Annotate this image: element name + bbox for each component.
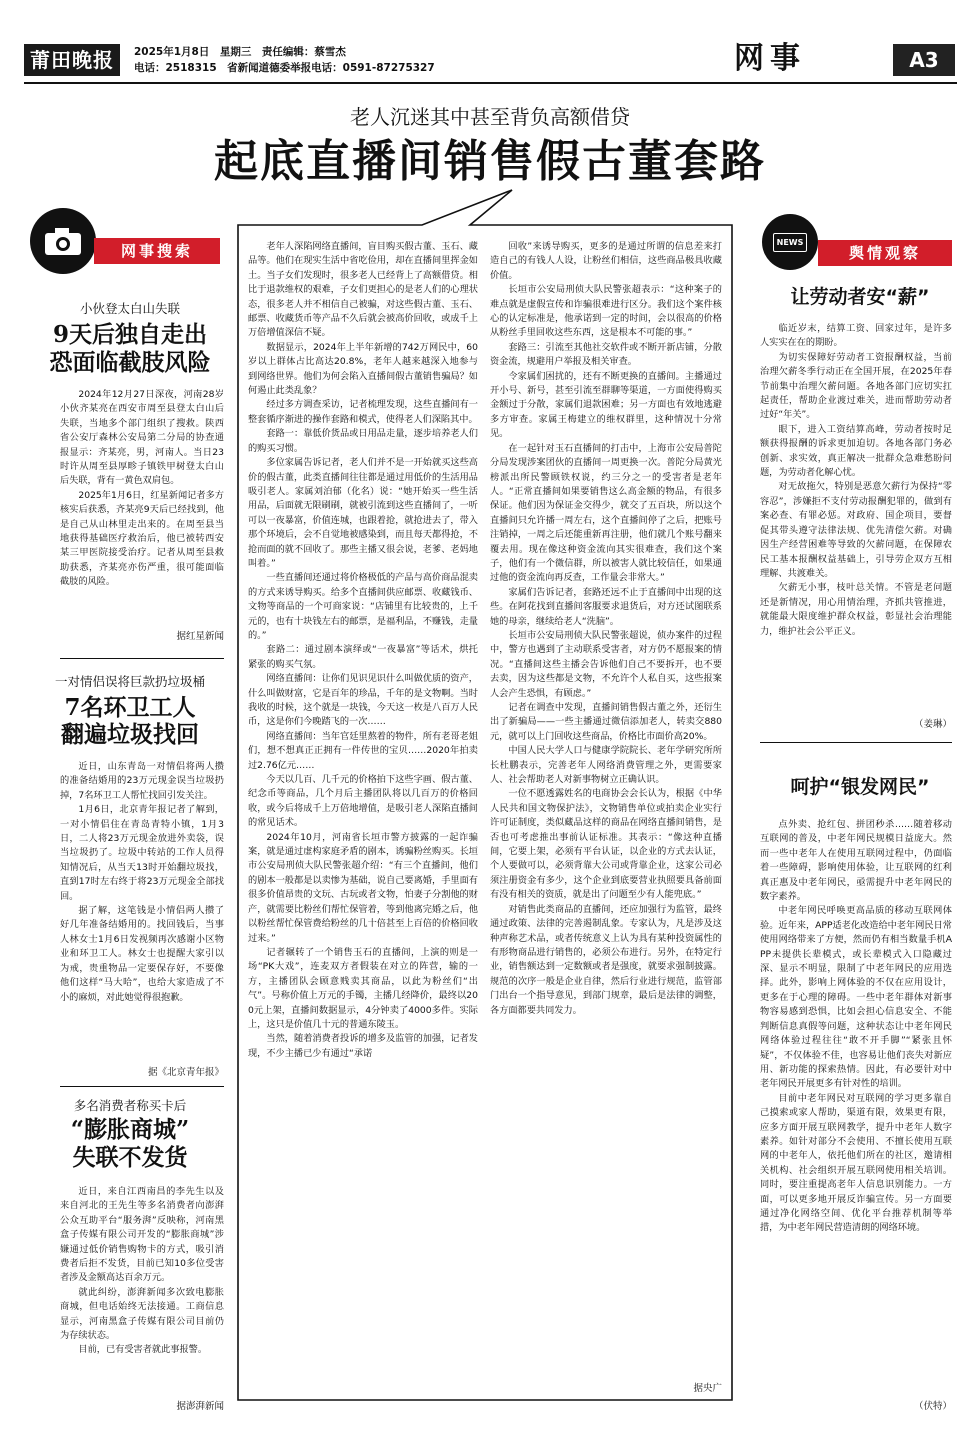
paragraph: 套路三：引流至其他社交软件或不断开新店铺，分散资金流，规避用户举报及相关审查。 xyxy=(490,341,722,368)
paragraph: 中老年网民呼唤更高品质的移动互联网体验。近年来，APP适老化改造给中老年网民日常使用网络带来了方便，然而仍有相当数量手机APP未提供长辈模式，或长辈模式入口隐藏过深、显示不明显，限制了中老年网民的应用选择。此外，影响上网体验的不仅在应用设计，更多在于心理的障碍。一些中老年群体对新事物容易感到恐惧，比如会担心信息安全、不能判断信息真假等问题，这种状态让中老年网民网络体验过程往往“敢不开手脚”“紧张且怀疑”，不仅体验不佳，也容易让他们丧失对新应用、新功能的探索热情。因此，有必要针对中老年网民开展更多有针对性的培训。 xyxy=(760,905,952,1090)
main-story-column-2 xyxy=(490,240,722,1400)
story1-title-line1: 9天后独自走出 xyxy=(52,321,207,348)
paragraph: 2024年12月27日深夜，河南28岁小伙齐某亮在西安市周至县登太白山后失联，当地多个部门组织了搜救。陕西省公安厅森林公安局第二分局的协查通报显示：齐某亮，男，河南人。当日23时许从周至县厚畛子镇铁甲树登太白山后失联，背有一黄色双肩包。 xyxy=(60,389,224,487)
divider xyxy=(60,658,224,659)
paragraph: 对无故拖欠，特别是恶意欠薪行为保持“零容忍”，涉嫌拒不支付劳动报酬犯罪的，做到有案必查、有罪必惩。对政府、国企项目，要督促其带头遵守法律法规、优先清偿欠薪。对确因生产经营困难等导致的欠薪问题，在保障农民工基本报酬权益基础上，引导劳企双方互相理解、共渡难关。 xyxy=(760,481,952,579)
story3-title-line2: 失联不发货 xyxy=(72,1144,188,1171)
paragraph: 中国人民大学人口与健康学院院长、老年学研究所所长杜鹏表示，完善老年人网络消费管理之外，更需要家人、社会帮助老人对新事物树立正确认识。 xyxy=(490,745,722,786)
story2-body xyxy=(60,760,224,1072)
divider xyxy=(60,1086,224,1087)
paragraph: 家属们告诉记者，套路还远不止于直播间中出现的这些。在阿花找到直播间客服要求退货后，对方还试图联系她的母亲，继续给老人“洗脑”。 xyxy=(490,586,722,627)
camera-icon xyxy=(30,208,96,274)
main-subtitle: 老人沉迷其中甚至背负高额借贷 xyxy=(350,105,630,129)
page-number: A3 xyxy=(893,44,955,76)
date-editor-line: 2025年1月8日 星期三 责任编辑：蔡雪杰 xyxy=(134,46,346,58)
opinion2-title: 呵护“银发网民” xyxy=(790,776,930,798)
paragraph: 为切实保障好劳动者工资报酬权益，当前治理欠薪冬季行动正在全国开展，在2025年春节前集中治理欠薪问题。各地各部门应切实扛起责任，帮助企业渡过难关，进而帮助劳动者过好“年关”。 xyxy=(760,351,952,421)
opinion2-source: （伏特） xyxy=(913,1401,952,1412)
paragraph: 数据显示，2024年上半年新增的742万网民中，60岁以上群体占比高达20.8%，老年人越来越深入地参与到网络世界。他们为何会陷入直播间假古董销售骗局？如何遏止此类乱象？ xyxy=(248,341,478,397)
paragraph: 一位不愿透露姓名的电商协会会长认为，根据《中华人民共和国文物保护法》，文物销售单位或拍卖企业实行许可证制度，类似藏品这样的商品在网络直播间销售，是否也可考虑推出事前认证标准。其表示：“像这种直播间，它要上架，必须有平台认证，以企业的方式去认证，个人要做可以，必须背靠大公司或背靠企业，这家公司必须注册资金有多少，这个企业到底要营业执照要具备前面有没有相关的资质，就是出了问题至少有人能兜底。” xyxy=(490,788,722,901)
section-label-opinion: 舆情观察 xyxy=(818,240,952,266)
story2-title-line1: 7名环卫工人 xyxy=(64,694,196,721)
main-story-column-1 xyxy=(248,240,478,1400)
opinion1-title: 让劳动者安“薪” xyxy=(790,286,930,308)
opinion2-body xyxy=(760,818,952,1403)
paragraph: 2025年1月6日，红星新闻记者多方核实后获悉，齐某亮9天后已经找到，他是自己从山林里走出来的。在周至县当地获得基础医疗救治后，他已被转西安某三甲医院接受治疗。记者从周至县救助获悉，齐某亮亦伤严重，很可能面临截肢的风险。 xyxy=(60,489,224,588)
paragraph: 当然，随着消费者投诉的增多及监管的加强，记者发现，不少主播已少有通过“承诺 xyxy=(248,1033,478,1059)
news-icon xyxy=(762,214,818,270)
paragraph: 就此纠纷，澎湃新闻多次致电膨胀商城，但电话始终无法接通。工商信息显示，河南黑盒子传媒有限公司目前仍为存续状态。 xyxy=(60,1286,224,1342)
paragraph: 2024年10月，河南省长垣市警方披露的一起诈骗案，就是通过虚构家庭矛盾的剧本，诱骗粉丝购买。长垣市公安局刑侦大队民警张超介绍：“有三个直播间，他们的剧本一般都是以卖惨为基础，说自己要离婚，手里面有很多价值昂贵的文玩、古玩或者文物，怕妻子分割他的财产，就需要比粉丝们帮忙保管着，等到他离完婚之后，他以粉丝帮忙保管费给粉丝的几十倍甚至上百倍的价格回收过来。” xyxy=(248,831,478,944)
paragraph: 临近岁末，结算工资、回家过年，是许多人实实在在的期盼。 xyxy=(760,323,952,349)
paragraph: 据了解，这笔钱是小情侣两人攒了好几年准备结婚用的。找回钱后，当事人林女士1月6日发视频再次感谢小区物业和环卫工人。林女士也提醒大家引以为戒，贵重物品一定要保存好，不要像他们这样“马大哈”，也给大家造成了不小的麻烦，对此她觉得很抱歉。 xyxy=(60,905,224,1003)
main-story-source: 据央广 xyxy=(693,1383,722,1394)
paragraph: 近日，来自江西南昌的李先生以及来自河北的王先生等多名消费者向澎湃公众互助平台“服务湃”反映称，河南黑盒子传媒有限公司开发的“膨胀商城”涉嫌通过低价销售购物卡的方式，吸引消费者后拒不发货，目前已知10多位受害者涉及金额高达百余万元。 xyxy=(60,1186,224,1284)
paragraph: 欠薪无小事，枝叶总关情。不管是老问题还是新情况，用心用情治理，齐抓共管推进，就能最大限度维护群众权益，彰显社会治理能力，维护社会公平正义。 xyxy=(760,582,952,637)
story1-title-line2: 恐面临截肢风险 xyxy=(49,349,211,376)
paragraph: 今天以几百、几千元的价格拍下这些字画、假古董、纪念币等商品，几个月后主播团队将以几百万的价格回收，或今后将成千上万倍地增值，是吸引老人深陷直播间的常见话术。 xyxy=(248,774,478,829)
story1-pretitle: 小伙登太白山失联 xyxy=(79,301,180,316)
paragraph: 网络直播间：当年官廷里熬着的物件，所有老哥老姐们，想不想真正正拥有一件传世的宝贝……2020年拍卖过2.76亿元…… xyxy=(248,730,478,771)
divider xyxy=(760,742,952,743)
story1-body xyxy=(60,388,224,638)
opinion1-body xyxy=(760,322,952,732)
paragraph: 目前，已有受害者就此事报警。 xyxy=(78,1344,208,1356)
paragraph: 套路二：通过剧本演绎或“一夜暴富”等话术，烘托紧张的购买气氛。 xyxy=(248,644,478,670)
story3-source: 据澎湃新闻 xyxy=(176,1401,224,1412)
paragraph: 记者辗转了一个销售玉石的直播间，上演的则是一场“PK大戏”，连麦双方者假装在对立的阵营，输的一方，主播团队会顾意贱卖其商品，以此为粉丝们“出气”。号称价值上万元的手镯，主播几经降价，最终以200元上架，直播间数据显示，4分钟卖了4000多件。实际上，这只是价值几十元的普通东陵玉。 xyxy=(248,946,478,1030)
paragraph: 令家属们困扰的，还有不断更换的直播间。主播通过开小号、新号，甚至引流至群聊等渠道，一方面使得购买金额过于分散，家属们退款困难；另一方面也有效地逃避多方审查。家属王梅建立的维权群里，这种情况十分常见。 xyxy=(490,370,722,440)
story3-body xyxy=(60,1185,224,1405)
paragraph: 目前中老年网民对互联网的学习更多靠自己摸索或家人帮助，渠道有限，效果更有限，应多方面开展互联网教学，提升中老年人数字素养。如针对部分不会使用、不擅长使用互联网的中老年人，依托他们所在的社区，邀请相关机构、社会组织开展互联网使用相关培训。同时，要注重提高老年人信息识别能力。一方面，可以更多地开展反诈骗宣传。另一方面要通过净化网络空间、优化平台推荐机制等举措，为中老年网民营造清朗的网络环境。 xyxy=(760,1092,952,1234)
newspaper-logo: 莆田晚报 xyxy=(24,44,120,76)
paragraph: 回收”来诱导购买，更多的是通过所谓的信息差来打造自己的有钱人人设，让粉丝们相信，这些商品极具收藏价值。 xyxy=(490,241,722,281)
paragraph: 套路一：靠低价货品或日用品走量，逐步培养老人们的购买习惯。 xyxy=(248,428,478,454)
main-title: 起底直播间销售假古董套路 xyxy=(214,136,766,187)
story2-title-line2: 翻遍垃圾找回 xyxy=(61,721,199,748)
section-label-search: 网事搜索 xyxy=(94,238,220,264)
news-icon-label: NEWS xyxy=(773,233,808,252)
paragraph: 对销售此类商品的直播间，还应加强行为监管，最终通过政策、法律的完善遏制乱象。专家认为，凡是涉及这种声称艺术品，或者传统意义上认为具有某种投资属性的有形物商品进行销售的，必须公布进行。另外，在特定行业，销售额达到一定数额或者是强度，就要求强制披露。规范的次序一般是企业自律，然后行业进行规范，监管部门出台一个指导意见，到部门规章，最后是法律的调整，各方面都要共同发力。 xyxy=(490,903,722,1016)
story2-pretitle: 一对情侣误将巨款扔垃圾桶 xyxy=(54,674,205,689)
phone-line: 电话：2518315 省新闻道德委举报电话：0591-87275327 xyxy=(134,62,435,74)
opinion1-source: （姜琳） xyxy=(913,719,952,730)
paragraph: 一些直播间还通过将价格极低的产品与高价商品混卖的方式来诱导购买。给多个直播间供应邮票、收藏钱币、文物等商品的一个可商家说：“店铺里有比较贵的，上千元的，也有十块钱左右的邮票，是福利品，不赚钱，走量的。” xyxy=(248,572,478,641)
paragraph: 长垣市公安局刑侦大队民警张超表示：“这种案子的难点就是虚假宣传和诈骗很难进行区分。我们这个案件核心的认定标准是，他承诺到一定的时间，会以很高的价格从粉丝手里回收这些东西，这是根本不可能的事。” xyxy=(490,284,722,339)
story3-title-line1: “膨胀商城” xyxy=(70,1116,190,1143)
paragraph: 长垣市公安局刑侦大队民警张超说，侦办案件的过程中，警方也遇到了主动联系受害者，对方仍不愿报案的情况。“直播间这些主播会告诉他们自己不要拆开，也不要去卖，因为这些都是文物，不允许个人私自买，这些报案人会产生恐惧，有顾虑。” xyxy=(490,629,722,699)
paragraph: 在一起针对玉石直播间的打击中，上海市公安局普陀分局发现涉案团伙的直播间一周更换一次。普陀分局黄光榜派出所民警顾铁权说，约三分之一的受害者是老年人。“正常直播间如果要销售这么高金额的物品，有很多保证。他们因为保证金交得少，就交了五百块，所以这个直播间只允许播一周左右，这个直播间停了之后，把账号注销掉，一周之后还能重新再注册，他们就几个账号翻来覆去用。现在像这种资金流向其实很难查，我们这个案子，他们有一个微信群，所以被害人就比较信任，如果通过他的资金流向再反查，工作量会非常大。” xyxy=(490,442,722,584)
section-title: 网事 xyxy=(734,41,806,76)
paragraph: 经过多方调查采访，记者梳理发现，这些直播间有一整套循序渐进的操作套路和模式，使得老人们深陷其中。 xyxy=(248,399,478,425)
paragraph: 老年人深陷网络直播间，盲目购买假古董、玉石、藏品等。他们在现实生活中省吃俭用，却在直播间里挥金如土。当子女们发现时，很多老人已经背上了高额借贷。相比于退款维权的艰难，子女们更担心的是老人们的心理状态，很多老人并不相信自己被骗，对这些假古董、玉石、邮票、收藏货币等产品不久后就会被高价回收，或成千上万倍增值深信不疑。 xyxy=(248,241,478,339)
paragraph: 记者在调查中发现，直播间销售假古董之外，还衍生出了新骗局——一些主播通过微信添加老人，转卖交880元，就可以上门回收这些商品，价格比市面价高20%。 xyxy=(490,702,722,742)
paragraph: 1月6日，北京青年报记者了解到，一对小情侣住在青岛青特小镇，1月3日，二人将23万元现金放进外卖袋，误当垃圾扔了。垃圾中转站的工作人员得知情况后，从当天13时开始翻垃圾找，直到17时左右终于将23万元现金全部找回。 xyxy=(60,804,224,902)
paragraph: 眼下，进入工资结算高峰，劳动者按时足额获得报酬的诉求更加迫切。各地各部门务必创新、求实效，真正解决一批群众急难愁盼问题，为劳动者化解心忧。 xyxy=(760,423,952,479)
paragraph: 近日，山东青岛一对情侣将两人攒的准备结婚用的23万元现金误当垃圾扔掉，7名环卫工人帮忙找回引发关注。 xyxy=(60,761,224,801)
paragraph: 网络直播间：让你们见识见识什么叫做优质的资产，什么叫做财富，它是百年的珍品，千年的是文物啊。当时我收的时候，这个就是一块钱，今天这一枚是八百万人民币，这是你们今晚踏飞的一次…… xyxy=(248,673,478,728)
paragraph: 点外卖、抢红包、拼团秒杀……随着移动互联网的普及，中老年网民规模日益庞大。然而一些中老年人在使用互联网过程中，仍面临着一些障碍，影响使用体验，让互联网的红利真正惠及中老年网民，亟需提升中老年网民的数字素养。 xyxy=(760,819,952,903)
story1-source: 据红星新闻 xyxy=(176,631,224,642)
story2-source: 据《北京青年报》 xyxy=(147,1067,224,1078)
paragraph: 多位家属告诉记者，老人们并不是一开始就买这些高价的假古董，此类直播间往往都是通过用低价的生活用品吸引老人。家属刘泊郁（化名）说：“她开始买一些生活用品，后面就无限刷刷，就被引流到这些直播间了，一听可以一夜暴富，价值连城，也跟着抢，就抢进去了，带入那个环境后，会不自觉地被感染到，而且每天都得抢，不抢而面的就不回收了。那些主播又很会说，老爹、老妈地叫着。” xyxy=(248,457,478,569)
story3-pretitle: 多名消费者称买卡后 xyxy=(73,1098,187,1113)
